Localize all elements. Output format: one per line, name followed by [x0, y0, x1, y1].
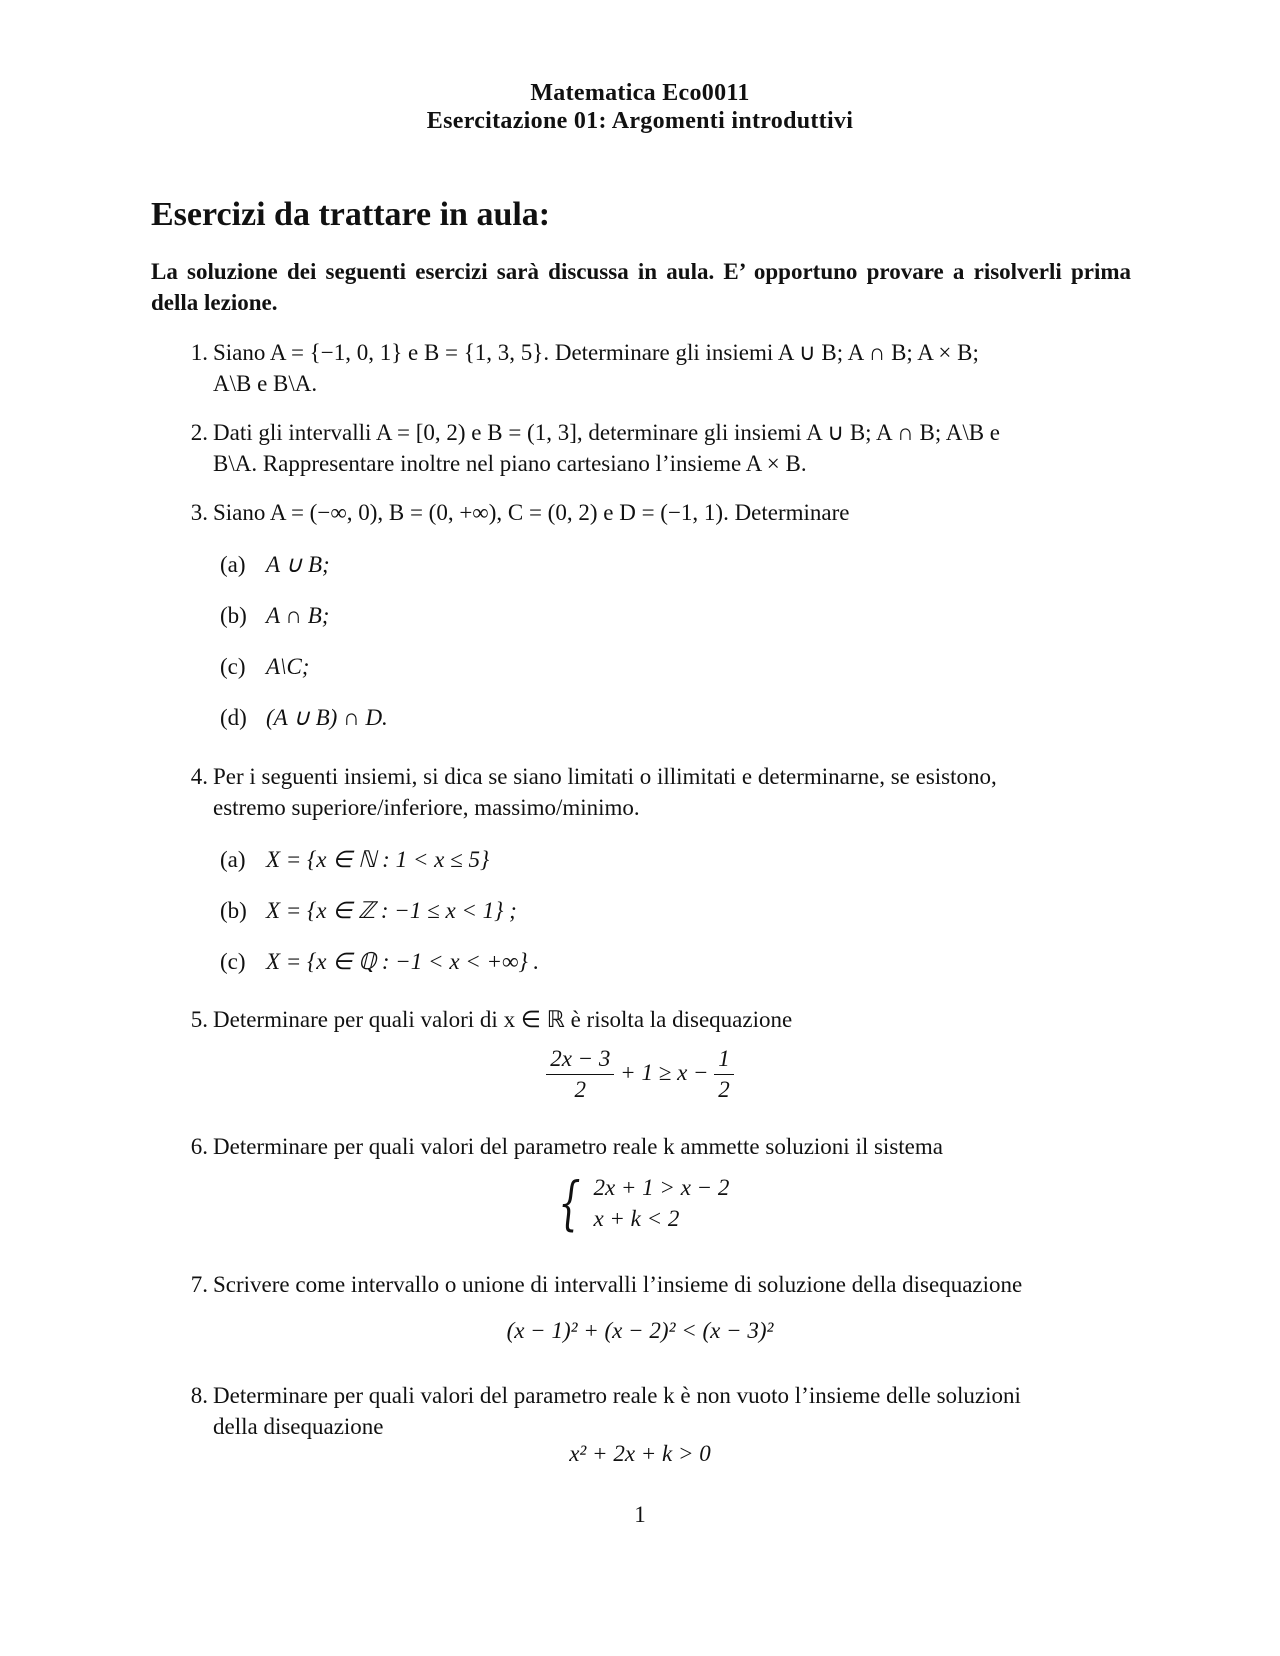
- sub-item: [220, 549, 330, 580]
- sub-expression: (A ∪ B) ∩ D.: [266, 705, 388, 730]
- inequality-8: x² + 2x + k > 0: [569, 1441, 711, 1466]
- sub-expression: A\C;: [266, 654, 310, 679]
- fraction: [546, 1044, 614, 1105]
- exercise-number: 5.: [190, 1007, 208, 1032]
- sub-item: [220, 600, 329, 631]
- numerator: 1: [714, 1044, 734, 1075]
- page-number: 1: [634, 1502, 646, 1527]
- exercise-text: Dati gli intervalli A = [0, 2) e B = (1, 3], determinare gli insiemi A ∪ B; A ∩ B; A\B e: [213, 420, 1001, 445]
- sub-item: [220, 651, 309, 682]
- exercise-sheet-title: Esercitazione 01: Argomenti introduttivi: [426, 108, 854, 134]
- denominator: 2: [718, 1077, 730, 1102]
- exercise-number: 4.: [190, 764, 208, 789]
- exercise-text: Siano A = {−1, 0, 1} e B = {1, 3, 5}. Determinare gli insiemi A ∪ B; A ∩ B; A × B;: [213, 340, 979, 365]
- sub-expression: A ∩ B;: [266, 603, 330, 628]
- sub-expression: X = {x ∈ ℤ : −1 ≤ x < 1} ;: [266, 898, 517, 923]
- exercise-text: Determinare per quali valori del parametro reale k è non vuoto l’insieme delle soluzioni: [213, 1383, 1021, 1408]
- course-title: Matematica Eco0011: [530, 80, 750, 106]
- sub-expression: X = {x ∈ ℚ : −1 < x < +∞} .: [266, 949, 540, 974]
- exercise-number: 6.: [190, 1134, 208, 1159]
- system-row: x + k < 2: [593, 1206, 680, 1231]
- exercise-text: Determinare per quali valori del parametro reale k ammette soluzioni il sistema: [213, 1134, 943, 1159]
- numerator: 2x − 3: [546, 1044, 614, 1075]
- sub-label: (a): [220, 552, 246, 577]
- sub-label: (b): [220, 603, 247, 628]
- exercise-text: della disequazione: [213, 1414, 384, 1439]
- intro-paragraph: La soluzione dei seguenti esercizi sarà discussa in aula. E’ opportuno provare a risolverli prima della lezione.: [151, 259, 1131, 315]
- system-6: [0, 1169, 1280, 1237]
- sub-label: (c): [220, 949, 246, 974]
- sub-label: (c): [220, 654, 246, 679]
- system-row: 2x + 1 > x − 2: [593, 1175, 730, 1200]
- inequality-5: [0, 1044, 1280, 1105]
- exercise-text: Scrivere come intervallo o unione di intervalli l’insieme di soluzione della disequazione: [213, 1272, 1023, 1297]
- exercise-number: 2.: [190, 420, 208, 445]
- denominator: 2: [574, 1077, 587, 1102]
- exercise-text: A\B e B\A.: [213, 371, 318, 396]
- exercise-text: Siano A = (−∞, 0), B = (0, +∞), C = (0, 2) e D = (−1, 1). Determinare: [213, 500, 850, 525]
- exercise-number: 8.: [190, 1383, 208, 1408]
- exercise-number: 3.: [190, 500, 208, 525]
- sub-item: [220, 844, 489, 875]
- sub-label: (d): [220, 705, 247, 730]
- exercise-text: Per i seguenti insiemi, si dica se siano limitati o illimitati e determinarne, se esistono,: [213, 764, 997, 789]
- left-brace: {: [557, 1169, 581, 1237]
- exercise-text: Determinare per quali valori di x ∈ ℝ è risolta la disequazione: [213, 1007, 793, 1032]
- sub-item: [220, 702, 388, 733]
- sub-expression: X = {x ∈ ℕ : 1 < x ≤ 5}: [266, 847, 490, 872]
- sub-item: [220, 946, 539, 977]
- sub-label: (a): [220, 847, 246, 872]
- exercise-text: estremo superiore/inferiore, massimo/minimo.: [213, 795, 640, 820]
- exercise-number: 1.: [190, 340, 208, 365]
- inequality-7: (x − 1)² + (x − 2)² < (x − 3)²: [506, 1318, 774, 1343]
- sub-expression: A ∪ B;: [266, 552, 330, 577]
- sub-label: (b): [220, 898, 247, 923]
- exercise-number: 7.: [190, 1272, 208, 1297]
- inequality-middle: + 1 ≥ x −: [620, 1059, 709, 1085]
- system-rows: [593, 1172, 729, 1234]
- exercise-text: B\A. Rappresentare inoltre nel piano cartesiano l’insieme A × B.: [213, 451, 807, 476]
- fraction: [714, 1044, 734, 1105]
- sub-item: [220, 895, 517, 926]
- section-title: Esercizi da trattare in aula:: [151, 196, 551, 233]
